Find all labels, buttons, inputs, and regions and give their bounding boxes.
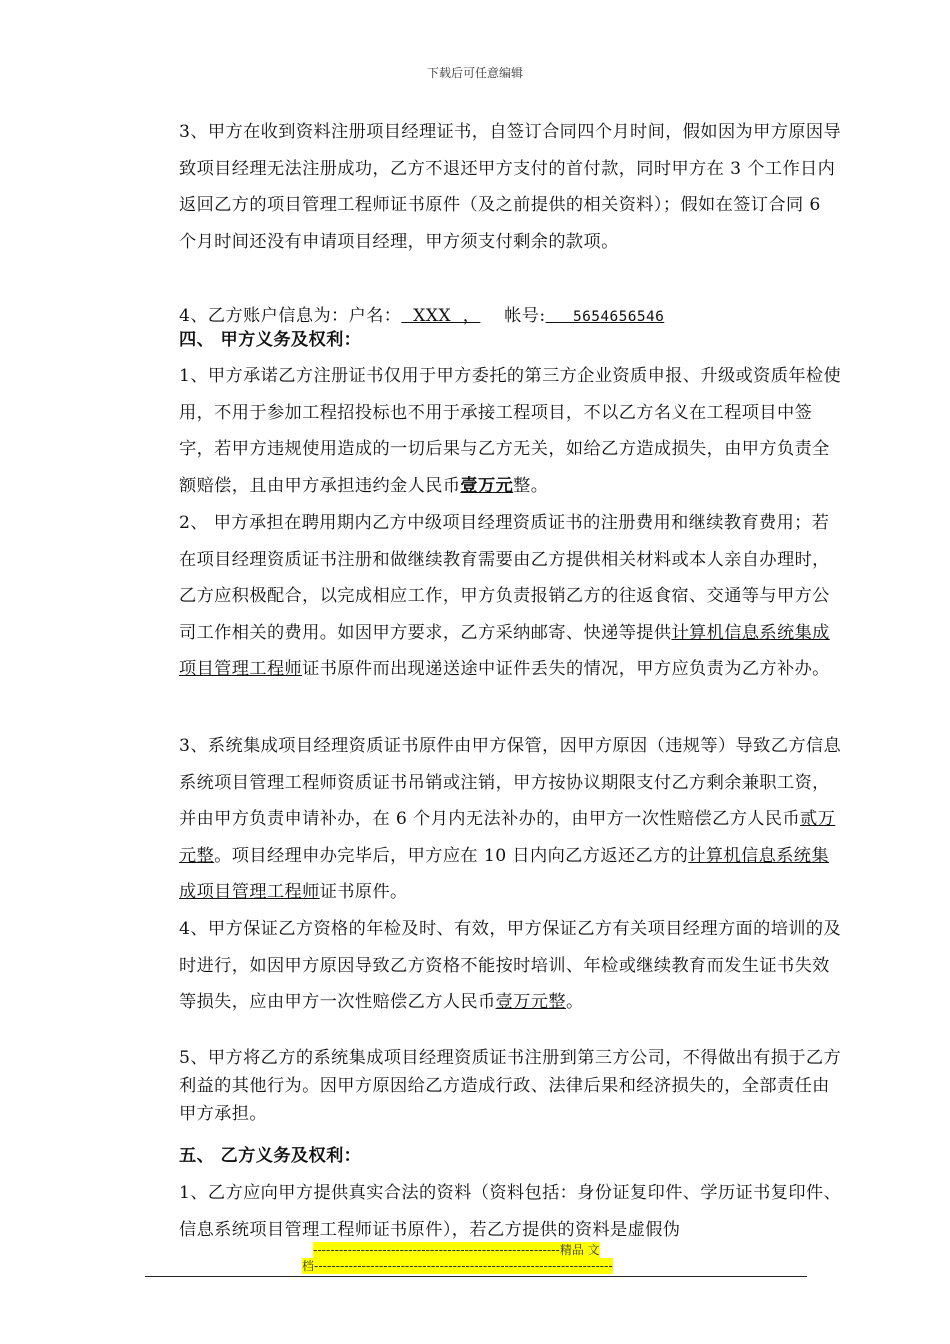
clause-text-end: 整。 bbox=[513, 475, 549, 496]
clause-text-end: 。 bbox=[565, 992, 584, 1013]
section-4-clause-4 bbox=[145, 911, 844, 1021]
section-4-clause-3 bbox=[145, 728, 844, 911]
clause-3-paragraph: 3、甲方在收到资料注册项目经理证书，自签订合同四个月时间，假如因为甲方原因导致项目经理无法注册成功，乙方不退还甲方支付的首付款，同时甲方在 3 个工作日内返回乙方的项目管理工程师证书原件（及之前提供的相关资料）；假如在签订合同 6 个月时间还没有申请项目经理，甲方须支付剩余的款项。 bbox=[179, 122, 842, 252]
footer-divider bbox=[145, 1276, 807, 1277]
section-5-heading: 五、 乙方义务及权利： bbox=[179, 1146, 362, 1166]
account-prefix: 4、乙方账户信息为：户名： bbox=[179, 306, 402, 326]
account-number-label: 帐号: bbox=[504, 306, 546, 326]
page-header: 下载后可任意编辑 bbox=[426, 66, 523, 80]
certificate-name: 计算机信息系统集成项目管理工程师 bbox=[179, 622, 830, 680]
clause-text-middle: 。项目经理申办完毕后，甲方应在 10 日内向乙方返还乙方的 bbox=[214, 845, 689, 866]
footer-watermark-line-2: 档--------------------------------------------------------------------- bbox=[302, 1259, 613, 1273]
section-4-heading: 四、 甲方义务及权利： bbox=[179, 330, 362, 350]
footer-watermark-line-1: ---------------------------------------------------------精品 文 bbox=[313, 1243, 600, 1257]
clause-text: 4、甲方保证乙方资格的年检及时、有效，甲方保证乙方有关项目经理方面的培训的及时进行，如因甲方原因导致乙方资格不能按时培训、年检或继续教育而发生证书失效等损失，应由甲方一次性赔偿乙方人民币 bbox=[179, 919, 842, 1013]
compensation-amount: 贰万元整 bbox=[179, 809, 836, 866]
clause-text: 3、系统集成项目经理资质证书原件由甲方保管，因甲方原因（违规等）导致乙方信息系统项目管理工程师资质证书吊销或注销，甲方按协议期限支付乙方剩余兼职工资，并由甲方负责申请补办，在 6 个月内无法补办的，由甲方一次性赔偿乙方人民币 bbox=[179, 736, 842, 830]
section-4-clause-1 bbox=[145, 358, 844, 504]
clause-text-end: 证书原件。 bbox=[319, 882, 408, 903]
penalty-amount: 壹万元 bbox=[460, 475, 514, 496]
certificate-name: 计算机信息系统集成项目管理工程师 bbox=[179, 845, 829, 903]
account-number-value: 5654656546 bbox=[545, 309, 665, 325]
clause-text: 2、 甲方承担在聘用期内乙方中级项目经理资质证书的注册费用和继续教育费用；若在项目经理资质证书注册和做继续教育需要由乙方提供相关材料或本人亲自办理时，乙方应积极配合，以完成相应工作，甲方负责报销乙方的往返食宿、交通等与甲方公司工作相关的费用。如因甲方要求，乙方采纳邮寄、快递等提供 bbox=[179, 513, 830, 643]
clause-text-end: 证书原件而出现递送途中证件丢失的情况，甲方应负责为乙方补办。 bbox=[302, 659, 830, 680]
account-name-value: XXX ， bbox=[401, 306, 481, 326]
clause-text: 1、甲方承诺乙方注册证书仅用于甲方委托的第三方企业资质申报、升级或资质年检使用，不用于参加工程招投标也不用于承接工程项目，不以乙方名义在工程项目中签字，若甲方违规使用造成的一切后果与乙方无关，如给乙方造成损失，由甲方负责全额赔偿，且由甲方承担违约金人民币 bbox=[179, 366, 842, 496]
section-4-clause-2 bbox=[145, 505, 844, 688]
section-5-clause-1: 1、乙方应向甲方提供真实合法的资料（资料包括：身份证复印件、学历证书复印件、信息系统项目管理工程师证书原件），若乙方提供的资料是虚假伪 bbox=[179, 1183, 842, 1240]
section-4-clause-5: 5、甲方将乙方的系统集成项目经理资质证书注册到第三方公司，不得做出有损于乙方利益的其他行为。因甲方原因给乙方造成行政、法律后果和经济损失的，全部责任由甲方承担。 bbox=[179, 1048, 842, 1124]
compensation-amount: 壹万元整 bbox=[495, 992, 566, 1013]
